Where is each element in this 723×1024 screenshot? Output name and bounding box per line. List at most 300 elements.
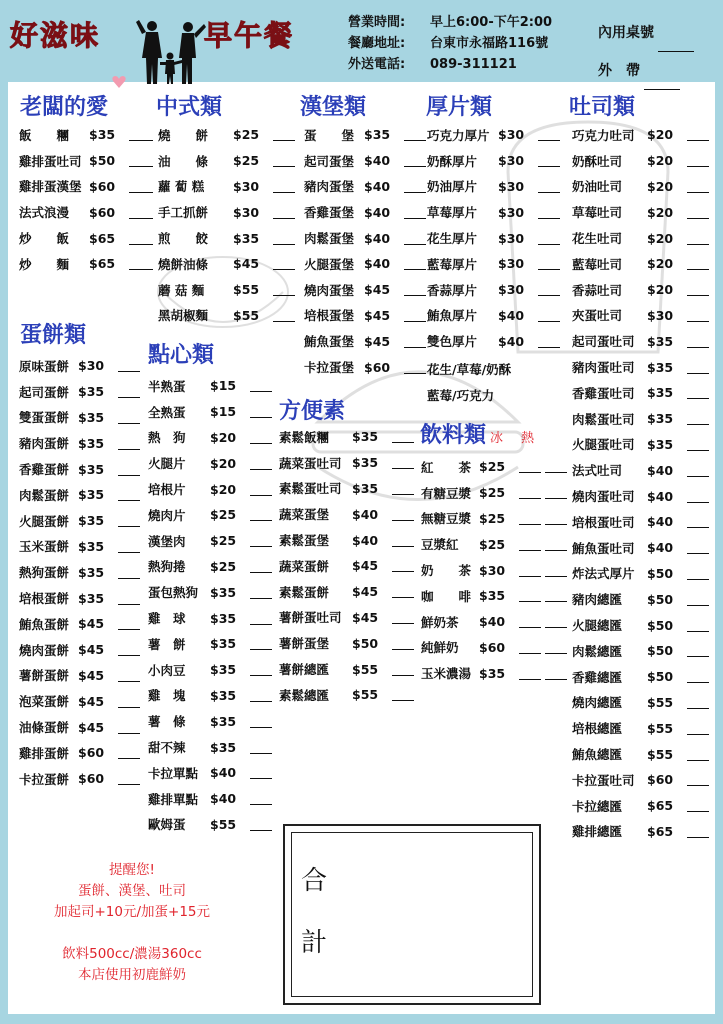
menu-item-row[interactable]: [148, 476, 272, 502]
menu-item-row[interactable]: [279, 424, 414, 450]
quantity-blank[interactable]: [538, 257, 560, 270]
quantity-blank[interactable]: [404, 309, 426, 322]
total-box[interactable]: [283, 824, 541, 1005]
menu-item-row[interactable]: [19, 585, 140, 611]
quantity-blank[interactable]: [250, 612, 272, 625]
menu-item-row[interactable]: [304, 199, 426, 225]
menu-item-row[interactable]: [304, 328, 426, 354]
menu-item-row[interactable]: [148, 812, 272, 838]
quantity-blank[interactable]: [687, 335, 709, 348]
menu-item-row[interactable]: [279, 476, 414, 502]
quantity-blank[interactable]: [687, 541, 709, 554]
quantity-blank[interactable]: [392, 508, 414, 521]
quantity-blank[interactable]: [687, 644, 709, 657]
menu-item-row[interactable]: [421, 480, 567, 506]
menu-item-price: $25: [233, 153, 260, 169]
menu-item-row[interactable]: [304, 303, 426, 329]
menu-item-row[interactable]: [572, 225, 709, 251]
quantity-blank[interactable]: [118, 437, 140, 450]
menu-item-name: 豬肉蛋吐司: [572, 360, 635, 376]
menu-item-row[interactable]: [19, 251, 153, 277]
quantity-blank[interactable]: [129, 128, 153, 141]
quantity-blank[interactable]: [392, 430, 414, 443]
quantity-blank[interactable]: [404, 283, 426, 296]
menu-item-row[interactable]: [19, 353, 140, 379]
quantity-blank[interactable]: [392, 456, 414, 469]
menu-item-name: 巧克力厚片: [427, 127, 490, 143]
menu-item-name: 鮪魚蛋吐司: [572, 540, 635, 556]
menu-item-name: 香雞蛋吐司: [572, 385, 635, 401]
quantity-blank[interactable]: [404, 206, 426, 219]
quantity-blank[interactable]: [687, 773, 709, 786]
menu-item-row[interactable]: [19, 663, 140, 689]
menu-item-row[interactable]: [19, 714, 140, 740]
quantity-blank[interactable]: [538, 128, 560, 141]
quantity-blank[interactable]: [519, 538, 541, 551]
menu-item-row[interactable]: [421, 635, 567, 661]
quantity-blank[interactable]: [118, 695, 140, 708]
menu-item-name: 肉鬆蛋餅: [19, 487, 70, 503]
menu-item-row[interactable]: [19, 405, 140, 431]
quantity-blank[interactable]: [118, 540, 140, 553]
menu-item-row[interactable]: [304, 354, 426, 380]
category-title-vegetarian: 方便素: [279, 399, 346, 424]
quantity-blank[interactable]: [129, 154, 153, 167]
quantity-blank[interactable]: [519, 564, 541, 577]
quantity-blank[interactable]: [250, 405, 272, 418]
quantity-blank[interactable]: [687, 206, 709, 219]
menu-item-price: $60: [78, 771, 105, 787]
menu-item-price: $25: [479, 485, 506, 501]
quantity-blank[interactable]: [273, 180, 295, 193]
menu-list-chinese: [158, 122, 295, 328]
quantity-blank[interactable]: [687, 309, 709, 322]
menu-item-name: 鮮奶茶: [421, 614, 459, 630]
menu-item-row[interactable]: [572, 767, 709, 793]
total-label-char1: 合: [301, 866, 328, 896]
quantity-blank[interactable]: [273, 154, 295, 167]
quantity-blank[interactable]: [118, 617, 140, 630]
quantity-blank[interactable]: [273, 206, 295, 219]
menu-item-row[interactable]: [279, 501, 414, 527]
quantity-blank[interactable]: [250, 637, 272, 650]
quantity-blank[interactable]: [250, 586, 272, 599]
menu-item-name: 豬肉總匯: [572, 592, 623, 608]
quantity-blank[interactable]: [392, 559, 414, 572]
menu-item-row[interactable]: [279, 630, 414, 656]
menu-item-row[interactable]: [421, 583, 567, 609]
quantity-blank[interactable]: [687, 748, 709, 761]
quantity-blank[interactable]: [392, 585, 414, 598]
quantity-blank[interactable]: [519, 486, 541, 499]
quantity-blank[interactable]: [687, 386, 709, 399]
reminder-line2: 蛋餅、漢堡、吐司: [78, 883, 186, 899]
menu-item-name: 素鬆蛋堡: [279, 533, 330, 549]
menu-item-row[interactable]: [572, 793, 709, 819]
menu-item-row[interactable]: [421, 531, 567, 557]
menu-item-name: 泡菜蛋餅: [19, 694, 70, 710]
menu-item-row[interactable]: [148, 528, 272, 554]
menu-item-row[interactable]: [572, 690, 709, 716]
menu-item-row[interactable]: [279, 682, 414, 708]
quantity-blank[interactable]: [118, 592, 140, 605]
menu-item-row[interactable]: [148, 373, 272, 399]
quantity-blank[interactable]: [129, 206, 153, 219]
quantity-blank[interactable]: [687, 464, 709, 477]
menu-item-price: $45: [352, 609, 379, 625]
quantity-blank[interactable]: [250, 483, 272, 496]
menu-item-row[interactable]: [572, 432, 709, 458]
quantity-blank[interactable]: [519, 512, 541, 525]
menu-item-name: 肉鬆蛋堡: [304, 231, 355, 247]
quantity-blank[interactable]: [118, 514, 140, 527]
order-type-box: [598, 14, 694, 90]
menu-item-row[interactable]: [19, 482, 140, 508]
quantity-blank[interactable]: [687, 515, 709, 528]
menu-item-name: 卡拉蛋餅: [19, 771, 70, 787]
quantity-blank[interactable]: [545, 667, 567, 680]
menu-item-price: $20: [647, 127, 674, 143]
menu-item-row[interactable]: [19, 637, 140, 663]
quantity-blank[interactable]: [250, 560, 272, 573]
menu-item-row[interactable]: [148, 399, 272, 425]
quantity-blank[interactable]: [273, 128, 295, 141]
quantity-blank[interactable]: [687, 412, 709, 425]
menu-item-row[interactable]: [279, 579, 414, 605]
quantity-blank[interactable]: [250, 508, 272, 521]
menu-item-name: 薯 條: [148, 714, 186, 730]
quantity-blank[interactable]: [538, 232, 560, 245]
logo-left-text: 好滋味: [10, 19, 101, 52]
menu-item-row[interactable]: [572, 148, 709, 174]
menu-item-name: 肉鬆蛋吐司: [572, 411, 635, 427]
dine-in-table-field[interactable]: [658, 33, 694, 52]
quantity-blank[interactable]: [404, 180, 426, 193]
menu-item-row[interactable]: [427, 225, 560, 251]
menu-item-price: $35: [479, 588, 506, 604]
menu-list-boss: [19, 122, 153, 277]
menu-item-row[interactable]: [158, 277, 295, 303]
quantity-blank[interactable]: [118, 359, 140, 372]
quantity-blank[interactable]: [250, 766, 272, 779]
reminder-line1: 提醒您!: [109, 862, 155, 878]
quantity-blank[interactable]: [404, 128, 426, 141]
menu-item-row[interactable]: [19, 508, 140, 534]
menu-item-row[interactable]: [572, 483, 709, 509]
menu-item-row[interactable]: [427, 277, 560, 303]
menu-item-row[interactable]: [148, 502, 272, 528]
menu-item-row[interactable]: [421, 660, 567, 686]
menu-item-row[interactable]: [148, 708, 272, 734]
menu-item-row[interactable]: [427, 303, 560, 329]
menu-item-row[interactable]: [572, 199, 709, 225]
menu-item-row[interactable]: [158, 251, 295, 277]
quantity-blank[interactable]: [129, 257, 153, 270]
quantity-blank[interactable]: [538, 206, 560, 219]
quantity-blank[interactable]: [538, 283, 560, 296]
quantity-blank[interactable]: [250, 792, 272, 805]
menu-item-row[interactable]: [19, 688, 140, 714]
menu-item-row[interactable]: [279, 656, 414, 682]
menu-item-row[interactable]: [572, 561, 709, 587]
menu-item-row[interactable]: [19, 122, 153, 148]
menu-item-price: $45: [78, 642, 105, 658]
menu-item-row[interactable]: [572, 406, 709, 432]
menu-item-row[interactable]: [572, 819, 709, 845]
quantity-blank[interactable]: [118, 746, 140, 759]
menu-item-row[interactable]: [158, 199, 295, 225]
quantity-blank[interactable]: [250, 741, 272, 754]
menu-item-row[interactable]: [427, 199, 560, 225]
quantity-blank[interactable]: [118, 721, 140, 734]
menu-item-row[interactable]: [427, 148, 560, 174]
menu-item-row[interactable]: [572, 277, 709, 303]
quantity-blank[interactable]: [545, 564, 567, 577]
quantity-blank[interactable]: [687, 825, 709, 838]
quantity-blank[interactable]: [538, 335, 560, 348]
quantity-blank[interactable]: [392, 688, 414, 701]
menu-item-row[interactable]: [572, 174, 709, 200]
menu-item-row[interactable]: [19, 611, 140, 637]
menu-item-name: 素鬆飯糰: [279, 429, 330, 445]
quantity-blank[interactable]: [687, 567, 709, 580]
quantity-blank[interactable]: [392, 534, 414, 547]
menu-item-row[interactable]: [148, 579, 272, 605]
quantity-blank[interactable]: [118, 385, 140, 398]
quantity-blank[interactable]: [404, 257, 426, 270]
quantity-blank[interactable]: [392, 611, 414, 624]
menu-item-row[interactable]: [279, 553, 414, 579]
menu-item-row[interactable]: [19, 174, 153, 200]
menu-item-row[interactable]: [572, 251, 709, 277]
menu-item-row[interactable]: [304, 225, 426, 251]
menu-item-row[interactable]: [572, 741, 709, 767]
quantity-blank[interactable]: [404, 361, 426, 374]
menu-item-price: $30: [647, 307, 674, 323]
quantity-blank[interactable]: [273, 283, 295, 296]
menu-item-row[interactable]: [572, 380, 709, 406]
menu-item-row[interactable]: [148, 450, 272, 476]
quantity-blank[interactable]: [519, 460, 541, 473]
menu-item-row[interactable]: [158, 174, 295, 200]
menu-item-row[interactable]: [572, 354, 709, 380]
quantity-blank[interactable]: [250, 534, 272, 547]
menu-item-name: 藍莓吐司: [572, 256, 623, 272]
quantity-blank[interactable]: [687, 722, 709, 735]
quantity-blank[interactable]: [545, 589, 567, 602]
menu-item-row[interactable]: [148, 605, 272, 631]
menu-item-name: 雞排總匯: [572, 824, 623, 840]
menu-item-row[interactable]: [19, 379, 140, 405]
quantity-blank[interactable]: [538, 309, 560, 322]
quantity-blank[interactable]: [250, 715, 272, 728]
menu-list-thick-toast: [427, 122, 560, 354]
menu-item-row[interactable]: [572, 535, 709, 561]
menu-item-row[interactable]: [421, 506, 567, 532]
menu-item-row[interactable]: [158, 225, 295, 251]
menu-item-price: $55: [647, 746, 674, 762]
menu-item-row[interactable]: [148, 657, 272, 683]
menu-item-row[interactable]: [19, 199, 153, 225]
menu-item-row[interactable]: [279, 605, 414, 631]
quantity-blank[interactable]: [687, 593, 709, 606]
menu-item-row[interactable]: [304, 277, 426, 303]
menu-item-row[interactable]: [148, 554, 272, 580]
menu-item-row[interactable]: [572, 638, 709, 664]
menu-item-row[interactable]: [148, 425, 272, 451]
quantity-blank[interactable]: [129, 232, 153, 245]
menu-item-row[interactable]: [148, 631, 272, 657]
quantity-blank[interactable]: [404, 335, 426, 348]
menu-item-name: 卡拉蛋吐司: [572, 772, 635, 788]
menu-item-name: 飯 糰: [19, 127, 70, 143]
quantity-blank[interactable]: [538, 180, 560, 193]
quantity-blank[interactable]: [273, 309, 295, 322]
quantity-blank[interactable]: [250, 818, 272, 831]
quantity-blank[interactable]: [118, 463, 140, 476]
quantity-blank[interactable]: [273, 232, 295, 245]
menu-item-row[interactable]: [279, 450, 414, 476]
menu-item-name: 半熟蛋: [148, 378, 186, 394]
menu-item-row[interactable]: [427, 174, 560, 200]
quantity-blank[interactable]: [118, 643, 140, 656]
quantity-blank[interactable]: [273, 257, 295, 270]
menu-item-row[interactable]: [572, 664, 709, 690]
menu-item-row[interactable]: [304, 174, 426, 200]
menu-item-row[interactable]: [158, 122, 295, 148]
menu-item-name: 燒肉蛋堡: [304, 282, 355, 298]
menu-item-row[interactable]: [572, 328, 709, 354]
menu-item-row[interactable]: [19, 430, 140, 456]
menu-item-price: $30: [498, 230, 525, 246]
menu-item-price: $20: [647, 282, 674, 298]
quantity-blank[interactable]: [118, 772, 140, 785]
menu-item-row[interactable]: [427, 251, 560, 277]
menu-item-name: 全熟蛋: [148, 404, 186, 420]
menu-item-row[interactable]: [19, 225, 153, 251]
menu-item-price: $25: [210, 507, 237, 523]
menu-item-row[interactable]: [148, 786, 272, 812]
quantity-blank[interactable]: [250, 457, 272, 470]
quantity-blank[interactable]: [538, 154, 560, 167]
quantity-blank[interactable]: [687, 128, 709, 141]
quantity-blank[interactable]: [545, 512, 567, 525]
quantity-blank[interactable]: [519, 641, 541, 654]
quantity-blank[interactable]: [687, 283, 709, 296]
menu-item-name: 火腿蛋吐司: [572, 437, 635, 453]
quantity-blank[interactable]: [392, 663, 414, 676]
quantity-blank[interactable]: [687, 619, 709, 632]
menu-item-row[interactable]: [572, 457, 709, 483]
menu-item-row[interactable]: [158, 303, 295, 329]
quantity-blank[interactable]: [545, 538, 567, 551]
quantity-blank[interactable]: [687, 361, 709, 374]
cold-label: 冰: [490, 431, 504, 446]
menu-item-row[interactable]: [427, 328, 560, 354]
menu-item-row[interactable]: [19, 766, 140, 792]
menu-item-row[interactable]: [421, 454, 567, 480]
menu-item-row[interactable]: [572, 509, 709, 535]
menu-item-row[interactable]: [304, 122, 426, 148]
menu-item-row[interactable]: [572, 612, 709, 638]
menu-item-price: $35: [210, 713, 237, 729]
menu-item-row[interactable]: [304, 148, 426, 174]
menu-item-row[interactable]: [421, 557, 567, 583]
quantity-blank[interactable]: [545, 615, 567, 628]
menu-item-row[interactable]: [148, 683, 272, 709]
quantity-blank[interactable]: [687, 180, 709, 193]
quantity-blank[interactable]: [519, 615, 541, 628]
quantity-blank[interactable]: [118, 566, 140, 579]
quantity-blank[interactable]: [404, 232, 426, 245]
quantity-blank[interactable]: [687, 490, 709, 503]
menu-item-row[interactable]: [572, 122, 709, 148]
menu-item-row[interactable]: [19, 740, 140, 766]
quantity-blank[interactable]: [519, 667, 541, 680]
menu-item-row[interactable]: [572, 586, 709, 612]
menu-item-row[interactable]: [572, 715, 709, 741]
quantity-blank[interactable]: [250, 431, 272, 444]
quantity-blank[interactable]: [687, 154, 709, 167]
quantity-blank[interactable]: [118, 411, 140, 424]
menu-item-row[interactable]: [19, 148, 153, 174]
menu-item-name: 燒餅油條: [158, 256, 209, 272]
menu-item-price: $40: [352, 506, 379, 522]
quantity-blank[interactable]: [392, 482, 414, 495]
menu-item-row[interactable]: [421, 609, 567, 635]
quantity-blank[interactable]: [687, 670, 709, 683]
takeout-field[interactable]: [644, 71, 680, 90]
quantity-blank[interactable]: [687, 696, 709, 709]
quantity-blank[interactable]: [392, 637, 414, 650]
menu-item-price: $35: [352, 455, 379, 471]
quantity-blank[interactable]: [687, 438, 709, 451]
menu-item-row[interactable]: [572, 303, 709, 329]
menu-item-price: $65: [647, 798, 674, 814]
menu-item-row[interactable]: [427, 122, 560, 148]
quantity-blank[interactable]: [545, 460, 567, 473]
quantity-blank[interactable]: [687, 799, 709, 812]
quantity-blank[interactable]: [545, 486, 567, 499]
quantity-blank[interactable]: [687, 257, 709, 270]
quantity-blank[interactable]: [404, 154, 426, 167]
menu-item-name: 炒 飯: [19, 231, 70, 247]
quantity-blank[interactable]: [250, 689, 272, 702]
menu-item-row[interactable]: [148, 760, 272, 786]
menu-item-row[interactable]: [19, 534, 140, 560]
menu-item-price: $50: [647, 591, 674, 607]
menu-item-row[interactable]: [304, 251, 426, 277]
menu-item-row[interactable]: [148, 734, 272, 760]
menu-item-name: 草莓厚片: [427, 205, 478, 221]
menu-item-price: $40: [210, 791, 237, 807]
quantity-blank[interactable]: [250, 663, 272, 676]
menu-item-row[interactable]: [19, 456, 140, 482]
quantity-blank[interactable]: [250, 379, 272, 392]
menu-item-name: 薯 餅: [148, 636, 186, 652]
menu-item-row[interactable]: [279, 527, 414, 553]
menu-item-row[interactable]: [158, 148, 295, 174]
quantity-blank[interactable]: [118, 669, 140, 682]
menu-item-row[interactable]: [19, 559, 140, 585]
quantity-blank[interactable]: [118, 488, 140, 501]
quantity-blank[interactable]: [129, 180, 153, 193]
quantity-blank[interactable]: [687, 232, 709, 245]
quantity-blank[interactable]: [519, 589, 541, 602]
menu-item-price: $35: [647, 359, 674, 375]
quantity-blank[interactable]: [545, 641, 567, 654]
menu-item-price: $35: [647, 411, 674, 427]
